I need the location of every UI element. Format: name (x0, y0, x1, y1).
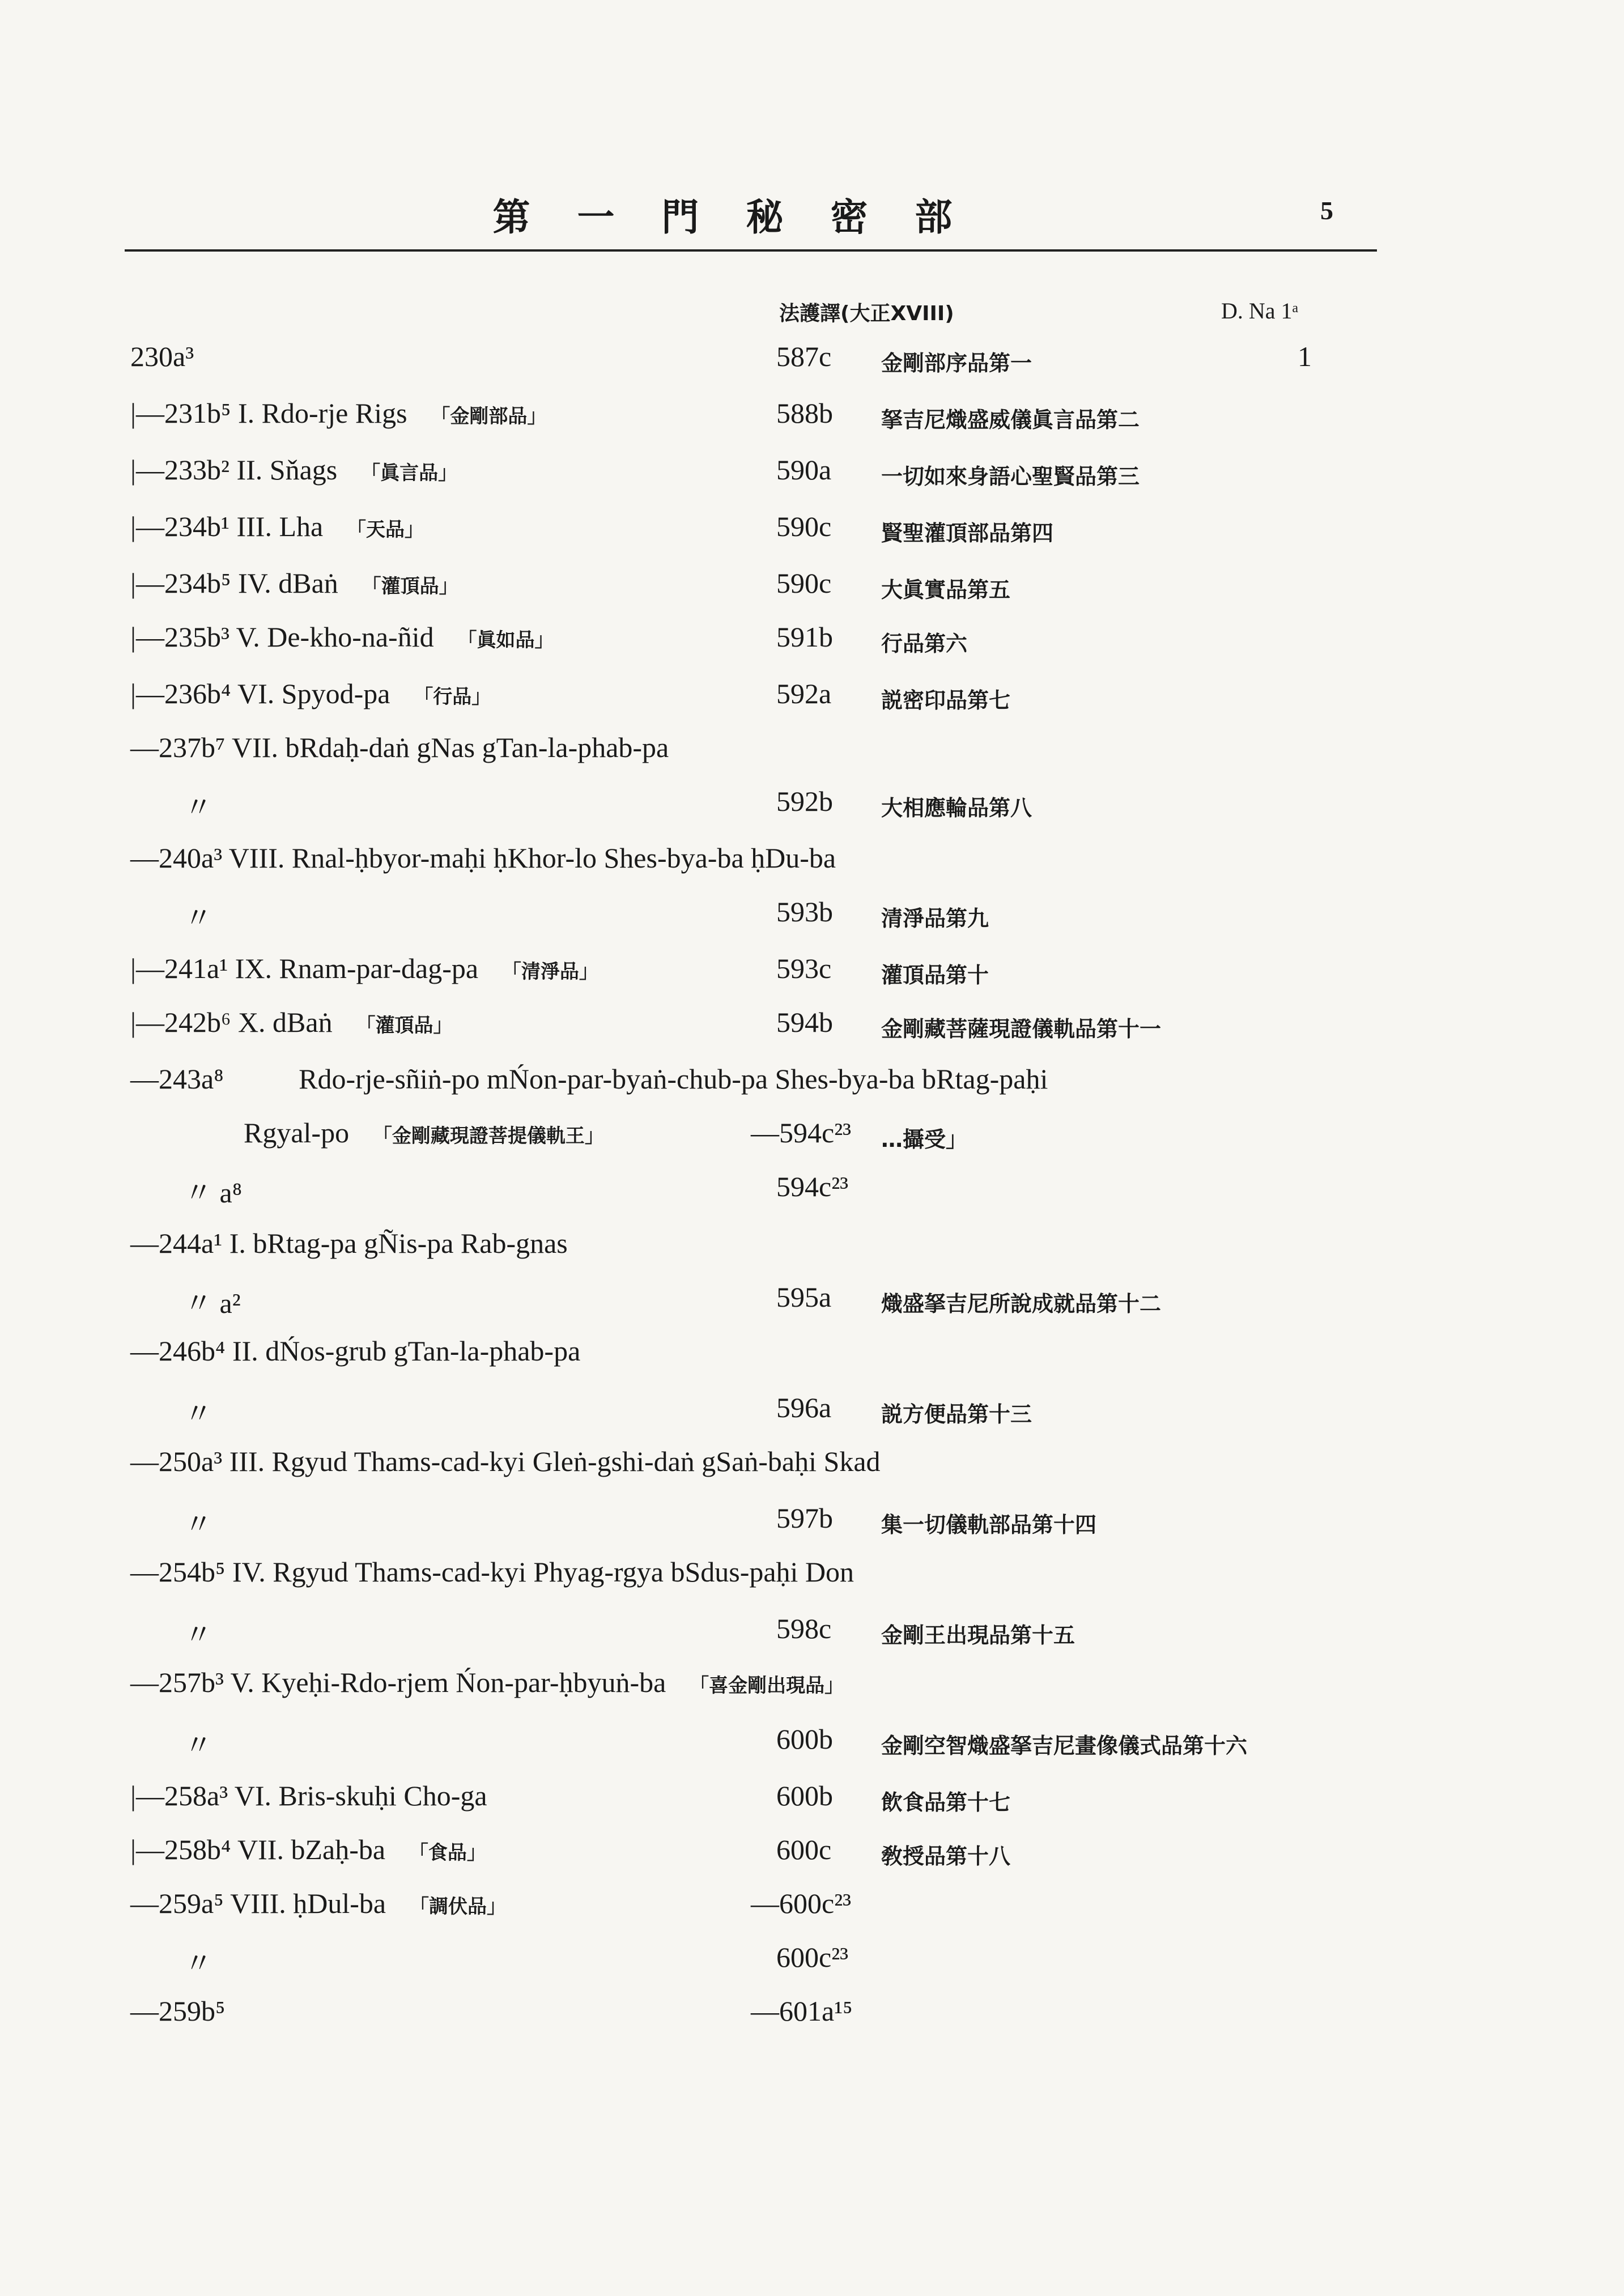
chinese-chapter-title: 金剛部序品第一 (881, 351, 1032, 376)
folio-reference: |—234b⁵ (130, 567, 231, 599)
folio-reference: |—235b³ (130, 621, 229, 653)
row-reference-and-title (130, 952, 598, 985)
chinese-chapter-title: 一切如來身語心聖賢品第三 (881, 464, 1140, 489)
folio-reference: 〃 (184, 1948, 212, 1979)
chinese-chapter-note: 「灌頂品」 (355, 575, 458, 598)
row-reference-and-title (130, 1941, 212, 1982)
folio-reference: 〃 a⁸ (184, 1177, 243, 1209)
folio-reference: —243a⁸ (130, 1063, 224, 1095)
row-reference-and-title (130, 510, 424, 543)
taisho-page-reference: 592b (776, 785, 833, 817)
chinese-chapter-title: 清淨品第九 (881, 906, 989, 931)
row-reference-and-title (130, 841, 836, 874)
table-row (0, 952, 1624, 1003)
folio-reference: 〃 (184, 1619, 212, 1651)
folio-reference: |—242b⁶ (130, 1006, 231, 1038)
chinese-chapter-title: 熾盛拏吉尼所說成就品第十二 (881, 1291, 1162, 1316)
taisho-page-reference: 597b (776, 1502, 833, 1534)
taisho-page-reference: 588b (776, 397, 833, 429)
chinese-chapter-note: 「食品」 (402, 1842, 486, 1864)
folio-reference: —254b⁵ (130, 1556, 226, 1588)
chinese-chapter-title: 説密印品第七 (881, 688, 1011, 713)
chinese-chapter-title: 金剛藏菩薩現證儀軌品第十一 (881, 1017, 1162, 1041)
row-reference-and-title (130, 1281, 241, 1321)
chinese-chapter-title: 灌頂品第十 (881, 963, 989, 988)
table-row (0, 841, 1624, 892)
row-reference-and-title (130, 1334, 580, 1367)
folio-reference: —259a⁵ (130, 1887, 224, 1919)
tibetan-chapter-title: VIII. ḥDul-ba (223, 1887, 386, 1919)
header-rule (125, 249, 1377, 252)
chinese-chapter-note: 「清淨品」 (495, 960, 598, 983)
tibetan-chapter-title: VIII. Rnal-ḥbyor-maḥi ḥKhor-lo Shes-bya-ba ḥDu-ba (222, 842, 836, 874)
chinese-chapter-note: 「調伏品」 (403, 1895, 506, 1918)
table-row (0, 1995, 1624, 2046)
tibetan-chapter-title: V. De-kho-na-ñid (229, 621, 434, 653)
table-row (0, 1666, 1624, 1717)
table-row (0, 1941, 1624, 1992)
folio-reference: |—236b⁴ (130, 678, 231, 709)
tibetan-chapter-title: VI. Bris-skuḥi Cho-ga (228, 1780, 487, 1812)
row-reference-and-title (130, 1502, 212, 1542)
row-reference-and-title (244, 1116, 604, 1149)
chinese-chapter-title: 拏吉尼熾盛威儀眞言品第二 (881, 407, 1140, 432)
row-reference-and-title (130, 1391, 212, 1432)
tibetan-chapter-title: IV. Rgyud Thams-cad-kyi Phyag-rgya bSdus-paḥi Don (225, 1556, 854, 1588)
table-row (0, 453, 1624, 504)
row-reference-and-title (130, 731, 669, 764)
folio-reference: |—258a³ (130, 1780, 228, 1812)
folio-reference: —240a³ (130, 842, 223, 874)
row-reference-and-title (130, 785, 212, 826)
row-reference-and-title (130, 1170, 242, 1211)
taisho-page-reference: 598c (776, 1613, 832, 1644)
taisho-page-reference: 587c (776, 341, 832, 372)
chinese-chapter-note: 「行品」 (407, 686, 491, 708)
taisho-page-reference: —600c²³ (751, 1887, 852, 1919)
chinese-chapter-note: 「眞言品」 (354, 462, 458, 484)
table-row (0, 1062, 1624, 1113)
tibetan-chapter-title: Rgyal-po (244, 1117, 350, 1149)
page-header-title: 第 一 門 秘 密 部 (492, 195, 970, 239)
tibetan-chapter-title: X. dBaṅ (231, 1006, 333, 1038)
chinese-chapter-title: 行品第六 (881, 631, 968, 656)
folio-reference: |—233b² (130, 454, 229, 486)
tibetan-chapter-title: Rdo-rje-sñiṅ-po mŃon-par-byaṅ-chub-pa Shes-bya-ba bRtag-paḥi (291, 1063, 1048, 1095)
folio-reference: |—241a¹ (130, 953, 228, 984)
folio-reference: 〃 (184, 1398, 212, 1430)
folio-reference: 〃 (184, 792, 212, 823)
row-reference-and-title (130, 1666, 844, 1699)
row-reference-and-title (130, 1833, 486, 1866)
row-reference-and-title (130, 1995, 225, 2027)
row-reference-and-title (130, 1723, 212, 1763)
taisho-page-reference: —601a¹⁵ (751, 1995, 853, 2027)
folio-reference: |—258b⁴ (130, 1834, 231, 1865)
row-reference-and-title (130, 1779, 487, 1812)
tibetan-chapter-title: II. Sňags (229, 454, 338, 486)
entry-number: 1 (1298, 341, 1312, 372)
taisho-page-reference: 594b (776, 1006, 833, 1038)
tibetan-chapter-title: VII. bRdaḥ-daṅ gNas gTan-la-phab-pa (225, 732, 669, 763)
table-row (0, 1445, 1624, 1496)
chinese-chapter-note: 「喜金剛出現品」 (683, 1674, 844, 1697)
chinese-chapter-title: 大相應輪品第八 (881, 796, 1032, 820)
row-reference-and-title (130, 620, 554, 653)
chinese-chapter-title: …攝受」 (881, 1127, 968, 1152)
taisho-page-reference: 600b (776, 1780, 833, 1812)
tibetan-chapter-title: III. Rgyud Thams-cad-kyi Gleṅ-gshi-daṅ gSaṅ-baḥi Skad (222, 1445, 881, 1477)
table-row (0, 1887, 1624, 1938)
table-row (0, 1391, 1624, 1442)
chinese-chapter-title: 金剛空智熾盛拏吉尼畫像儀式品第十六 (881, 1733, 1248, 1758)
tibetan-chapter-title: II. dŃos-grub gTan-la-phab-pa (225, 1335, 581, 1367)
chinese-chapter-note: 「金剛部品」 (424, 405, 547, 428)
chinese-chapter-title: 敎授品第十八 (881, 1844, 1011, 1869)
taisho-page-reference: 590a (776, 454, 832, 486)
taisho-page-reference: 600c (776, 1834, 832, 1865)
chinese-chapter-note: 「灌頂品」 (349, 1014, 453, 1037)
table-row (0, 785, 1624, 836)
row-reference-and-title (130, 1445, 881, 1478)
table-row (0, 1723, 1624, 1774)
table-row (0, 340, 1624, 391)
table-row (0, 1116, 1624, 1167)
tibetan-chapter-title: V. Kyeḥi-Rdo-rjem Ńon-par-ḥbyuṅ-ba (224, 1666, 666, 1698)
taisho-page-reference: 596a (776, 1392, 832, 1423)
table-row (0, 567, 1624, 618)
taisho-page-reference: 593c (776, 953, 832, 984)
row-reference-and-title (130, 1887, 506, 1920)
folio-reference: 〃 (184, 1508, 212, 1540)
row-reference-and-title (130, 1006, 452, 1039)
folio-reference: 230a³ (130, 341, 194, 372)
table-row (0, 397, 1624, 448)
tibetan-chapter-title: I. bRtag-pa gÑis-pa Rab-gnas (222, 1227, 568, 1259)
row-reference-and-title (130, 1612, 212, 1653)
table-row (0, 1612, 1624, 1663)
folio-reference: 〃 (184, 1729, 212, 1761)
table-row (0, 620, 1624, 671)
taisho-page-reference: 595a (776, 1281, 832, 1313)
folio-reference: —246b⁴ (130, 1335, 226, 1367)
chinese-chapter-title: 大眞實品第五 (881, 577, 1011, 602)
table-row (0, 1502, 1624, 1553)
folio-reference: —259b⁵ (130, 1995, 226, 2027)
chinese-chapter-note: 「金剛藏現證菩提儀軌王」 (366, 1125, 604, 1147)
folio-reference: —244a¹ (130, 1227, 223, 1259)
taisho-page-reference: 600c²³ (776, 1941, 849, 1973)
row-reference-and-title (130, 1227, 568, 1260)
taisho-page-reference: 593b (776, 896, 833, 928)
table-row (0, 1555, 1624, 1606)
table-row (0, 731, 1624, 782)
chinese-chapter-title: 集一切儀軌部品第十四 (881, 1512, 1097, 1537)
tibetan-chapter-title: IV. dBaṅ (231, 567, 338, 599)
folio-reference: —237b⁷ (130, 732, 226, 763)
row-reference-and-title (130, 567, 458, 599)
table-row (0, 677, 1624, 728)
row-reference-and-title (130, 340, 194, 373)
taisho-page-reference: 600b (776, 1723, 833, 1755)
taisho-page-reference: 592a (776, 678, 832, 709)
row-reference-and-title (130, 895, 212, 936)
chinese-chapter-title: 飲食品第十七 (881, 1790, 1011, 1815)
table-row (0, 1779, 1624, 1830)
folio-reference: 〃 a² (184, 1287, 241, 1319)
table-row (0, 510, 1624, 561)
table-row (0, 1227, 1624, 1278)
taisho-page-reference: —594c²³ (751, 1117, 852, 1149)
tibetan-chapter-title: VII. bZaḥ-ba (231, 1834, 386, 1865)
tibetan-chapter-title: I. Rdo-rje Rigs (231, 397, 407, 429)
folio-reference: 〃 (184, 902, 212, 934)
chinese-chapter-note: 「天品」 (340, 518, 424, 541)
page-number: 5 (1320, 196, 1333, 225)
chinese-chapter-note: 「眞如品」 (450, 629, 554, 652)
tibetan-chapter-title: III. Lha (229, 511, 324, 542)
taisho-page-reference: 590c (776, 511, 832, 542)
table-row (0, 1006, 1624, 1057)
tibetan-chapter-title: VI. Spyod-pa (231, 678, 390, 709)
tibetan-chapter-title: IX. Rnam-par-dag-pa (228, 953, 479, 984)
folio-reference: —250a³ (130, 1445, 223, 1477)
row-reference-and-title (130, 397, 546, 430)
table-row (0, 1170, 1624, 1221)
taisho-page-reference: 594c²³ (776, 1171, 849, 1202)
chinese-chapter-title: 金剛王出現品第十五 (881, 1623, 1075, 1648)
source-translation: 法護譯(大正XVIII) (779, 302, 954, 325)
table-row (0, 895, 1624, 946)
row-reference-and-title (130, 1555, 854, 1588)
taisho-page-reference: 590c (776, 567, 832, 599)
taisho-page-reference: 591b (776, 621, 833, 653)
chinese-chapter-title: 賢聖灌頂部品第四 (881, 521, 1054, 546)
table-row (0, 1833, 1624, 1884)
folio-reference: |—231b⁵ (130, 397, 231, 429)
chinese-chapter-title: 説方便品第十三 (881, 1402, 1032, 1427)
derge-number: D. Na 1ᵃ (1221, 298, 1299, 324)
row-reference-and-title (130, 453, 457, 486)
row-reference-and-title (130, 1062, 1048, 1095)
table-row (0, 1281, 1624, 1332)
table-row (0, 1334, 1624, 1385)
row-reference-and-title (130, 677, 491, 710)
folio-reference: |—234b¹ (130, 511, 229, 542)
folio-reference: —257b³ (130, 1666, 224, 1698)
